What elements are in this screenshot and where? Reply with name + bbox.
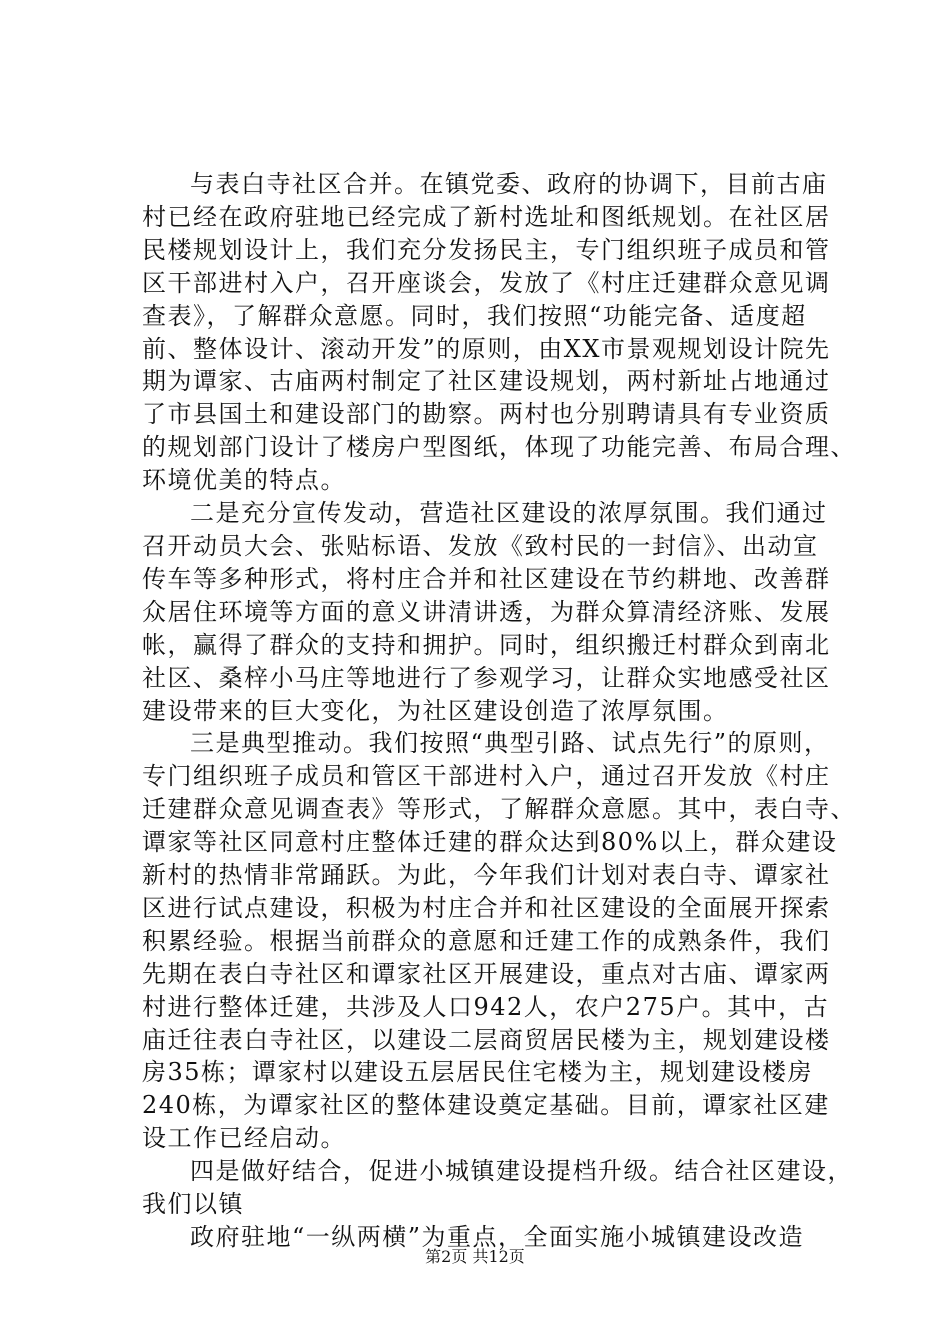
page-indicator: 第2页 共12页	[425, 1247, 525, 1266]
text-line: 区干部进村入户，召开座谈会，发放了《村庄迁建群众意见调	[142, 268, 831, 297]
text-line: 三是典型推动。我们按照“典型引路、试点先行”的原则，	[190, 729, 830, 758]
text-line: 期为谭家、古庙两村制定了社区建设规划，两村新址占地通过	[142, 367, 831, 396]
text-line: 建设带来的巨大变化，为社区建设创造了浓厚氛围。	[142, 696, 729, 725]
text-line: 专门组织班子成员和管区干部进村入户，通过召开发放《村庄	[142, 762, 831, 791]
text-line: 环境优美的特点。	[142, 466, 346, 495]
text-line: 众居住环境等方面的意义讲清讲透，为群众算清经济账、发展	[142, 597, 831, 626]
text-line: 了市县国土和建设部门的勘察。两村也分别聘请具有专业资质	[142, 400, 831, 429]
text-line: 与表白寺社区合并。在镇党委、政府的协调下，目前古庙	[190, 170, 828, 198]
text-line: 先期在表白寺社区和谭家社区开展建设，重点对古庙、谭家两	[142, 959, 831, 988]
text-line: 四是做好结合，促进小城镇建设提档升级。结合社区建设，	[190, 1157, 853, 1186]
text-line: 民楼规划设计上，我们充分发扬民主，专门组织班子成员和管	[142, 235, 831, 264]
text-line: 谭家等社区同意村庄整体迁建的群众达到80%以上，群众建设	[142, 828, 838, 857]
paragraph-3	[142, 727, 856, 1155]
text-line: 社区、桑梓小马庄等地进行了参观学习，让群众实地感受社区	[142, 663, 831, 692]
text-line: 村进行整体迁建，共涉及人口942人，农户275户。其中，古	[142, 992, 830, 1021]
page-footer	[0, 1244, 950, 1267]
text-line: 庙迁往表白寺社区，以建设二层商贸居民楼为主，规划建设楼	[142, 1025, 831, 1054]
text-line: 查表》，了解群众意愿。同时，我们按照“功能完备、适度超	[142, 301, 807, 330]
text-line: 新村的热情非常踊跃。为此，今年我们计划对表白寺、谭家社	[142, 861, 831, 890]
paragraph-1	[142, 168, 856, 497]
text-line: 前、整体设计、滚动开发”的原则，由XX市景观规划设计院先	[142, 334, 831, 363]
text-line: 迁建群众意见调查表》等形式，了解群众意愿。其中，表白寺、	[142, 795, 856, 824]
text-line: 房35栋；谭家村以建设五层居民住宅楼为主，规划建设楼房	[142, 1058, 814, 1087]
paragraph-4	[142, 1155, 853, 1221]
text-line: 二是充分宣传发动，营造社区建设的浓厚氛围。我们通过	[190, 499, 828, 528]
text-line: 240栋，为谭家社区的整体建设奠定基础。目前，谭家社区建	[142, 1091, 830, 1120]
text-line: 我们以镇	[142, 1190, 244, 1219]
document-body	[142, 168, 856, 1254]
text-line: 召开动员大会、张贴标语、发放《致村民的一封信》、出动宣	[142, 531, 819, 560]
text-line: 帐，赢得了群众的支持和拥护。同时，组织搬迁村群众到南北	[142, 630, 831, 659]
text-line: 村已经在政府驻地已经完成了新村选址和图纸规划。在社区居	[142, 202, 831, 231]
text-line: 传车等多种形式，将村庄合并和社区建设在节约耕地、改善群	[142, 564, 831, 593]
paragraph-2	[142, 497, 842, 727]
text-line: 的规划部门设计了楼房户型图纸，体现了功能完善、布局合理、	[142, 433, 856, 462]
text-line: 积累经验。根据当前群众的意愿和迁建工作的成熟条件，我们	[142, 926, 831, 955]
text-line: 设工作已经启动。	[142, 1124, 346, 1153]
text-line: 区进行试点建设，积极为村庄合并和社区建设的全面展开探索	[142, 893, 831, 922]
text-line: 政府驻地“一纵两横”为重点，全面实施小城镇建设改造	[190, 1223, 805, 1251]
